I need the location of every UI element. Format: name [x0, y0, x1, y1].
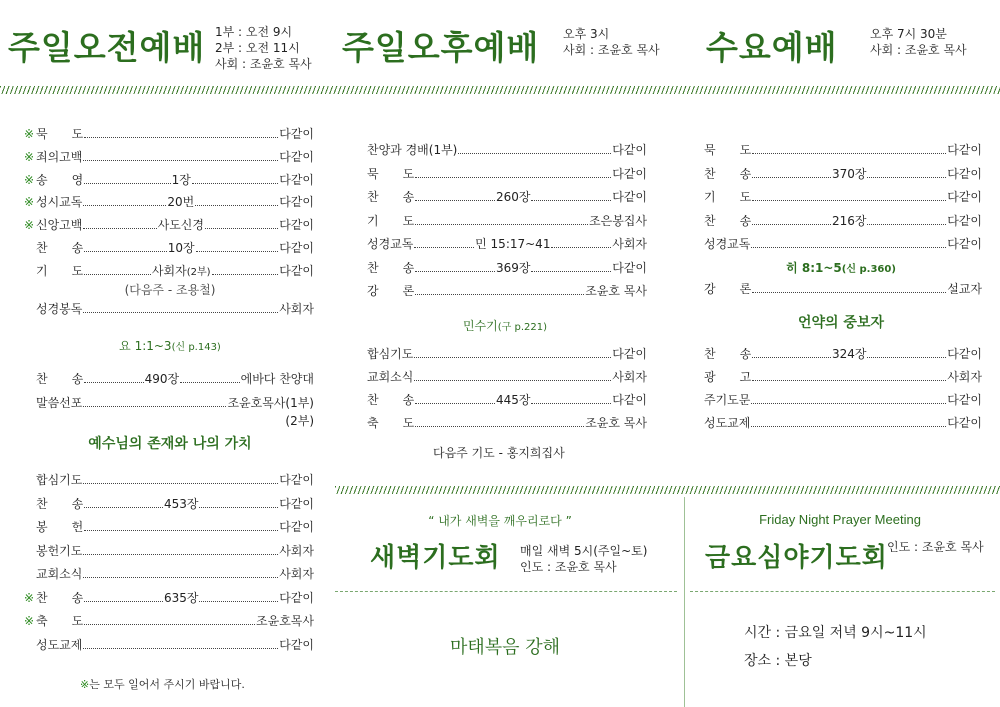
agenda-label: 찬 송 — [367, 190, 415, 204]
standing-mark: ※ — [24, 149, 35, 164]
friday-leader: 인도 : 조윤호 목사 — [887, 540, 984, 554]
friday-time: 시간 : 금요일 저녁 9시~11시 — [744, 625, 927, 641]
agenda-label: 신앙고백 — [36, 218, 83, 233]
leader-dots — [867, 177, 946, 178]
agenda-leader: 조윤호목사 — [256, 614, 314, 628]
agenda-leader: 다같이 — [947, 393, 982, 407]
agenda-detail — [145, 370, 180, 387]
leader-dots — [84, 251, 167, 252]
agenda-detail — [152, 262, 211, 279]
agenda-leader: 다같이 — [279, 496, 314, 511]
afternoon-service-info: 오후 3시 사회 : 조윤호 목사 — [563, 27, 660, 57]
agenda-leader: 조은봉집사 — [589, 213, 647, 228]
agenda-label: 봉헌기도 — [36, 543, 83, 558]
agenda-label: 기 도 — [36, 263, 84, 278]
agenda-leader: 다같이 — [612, 166, 647, 181]
agenda-detail-text: 260장 — [495, 190, 531, 204]
agenda-label: 찬 송 — [367, 260, 415, 275]
agenda-row — [367, 235, 647, 251]
agenda-detail-text: 10장 — [167, 241, 195, 255]
leader-dots — [84, 137, 278, 138]
agenda-detail — [496, 259, 531, 276]
agenda-leader: 다같이 — [279, 473, 314, 487]
leader-dots — [414, 380, 611, 381]
wednesday-service-title: 수요예배 — [706, 28, 838, 67]
agenda-leader: 사회자 — [279, 567, 314, 581]
leader-dots — [83, 554, 278, 555]
agenda-leader: 다같이 — [612, 143, 647, 157]
agenda-row — [24, 394, 314, 410]
agenda-row — [24, 370, 314, 386]
leader-dots — [84, 183, 170, 184]
agenda-leader: 사회자 — [612, 237, 648, 251]
agenda-row — [367, 259, 647, 275]
agenda-leader: 사회자 — [279, 302, 314, 316]
agenda-row — [24, 300, 314, 316]
agenda-label: 기 도 — [704, 190, 752, 204]
leader-dots — [752, 200, 946, 201]
leader-dots — [83, 312, 278, 313]
friday-title: 금요심야기도회 — [705, 543, 888, 573]
wednesday-scripture: 히 8:1~5(신 p.360) — [786, 261, 896, 275]
leader-dots — [752, 177, 831, 178]
agenda-row — [367, 368, 647, 384]
morning-sermon-note: (2부) — [285, 414, 314, 428]
agenda-detail-sub: (2부) — [186, 266, 211, 278]
agenda-row — [704, 345, 982, 361]
agenda-leader: 조윤호 목사 — [585, 284, 647, 298]
friday-place: 장소 : 본당 — [744, 653, 812, 669]
leader-dots — [751, 247, 946, 248]
agenda-label: 찬양과 경배(1부) — [367, 143, 458, 157]
leader-dots — [199, 601, 278, 602]
morning-service-title: 주일오전예배 — [8, 28, 206, 67]
leader-dots — [83, 160, 278, 161]
standing-mark: ※ — [24, 172, 35, 187]
agenda-label: 합심기도 — [36, 473, 83, 487]
agenda-leader: 다같이 — [279, 127, 314, 141]
leader-dots — [458, 153, 611, 154]
agenda-detail-text: 635장 — [163, 590, 199, 605]
agenda-detail-text: 370장 — [831, 166, 867, 181]
agenda-label: 합심기도 — [367, 347, 414, 361]
agenda-row — [24, 216, 314, 232]
agenda-row — [367, 188, 647, 204]
dawn-study: 마태복음 강해 — [449, 637, 561, 658]
agenda-label: 찬 송 — [36, 496, 84, 511]
agenda-detail — [832, 212, 867, 229]
wednesday-sermon-title: 언약의 중보자 — [797, 315, 885, 331]
agenda-detail-text: 445장 — [495, 393, 531, 407]
morning-footnote: ※는 모두 일어서 주시기 바랍니다. — [80, 678, 245, 691]
leader-dots — [83, 228, 156, 229]
agenda-leader: 다같이 — [947, 166, 982, 181]
leader-dots — [192, 183, 278, 184]
agenda-row — [367, 282, 647, 298]
leader-dots — [84, 382, 143, 383]
leader-dots — [415, 294, 584, 295]
agenda-row — [367, 212, 647, 228]
agenda-leader: 다같이 — [947, 416, 982, 430]
standing-mark: ※ — [24, 127, 35, 141]
agenda-leader: 다같이 — [612, 347, 647, 361]
leader-dots — [752, 357, 831, 358]
agenda-row — [367, 391, 647, 407]
agenda-leader: 다같이 — [612, 393, 647, 407]
agenda-row — [704, 165, 982, 181]
agenda-detail-text: 사도신경 — [157, 218, 204, 233]
agenda-row — [704, 235, 982, 251]
leader-dots — [83, 406, 226, 407]
agenda-detail-text: 1장 — [171, 172, 191, 187]
leader-dots — [414, 247, 474, 248]
vertical-divider — [684, 497, 685, 707]
agenda-label: 찬 송 — [704, 166, 752, 181]
leader-dots — [531, 403, 611, 404]
agenda-label: 묵 도 — [704, 143, 752, 157]
agenda-detail-text: 324장 — [831, 347, 867, 361]
leader-dots — [531, 200, 611, 201]
leader-dots — [83, 205, 166, 206]
header-divider — [0, 86, 1000, 94]
leader-dots — [752, 153, 946, 154]
leader-dots — [180, 382, 239, 383]
agenda-leader: 다같이 — [612, 190, 647, 204]
agenda-row — [24, 471, 314, 487]
agenda-row — [367, 345, 647, 361]
agenda-leader: 다같이 — [279, 172, 315, 187]
agenda-detail — [496, 188, 531, 205]
leader-dots — [751, 426, 946, 427]
leader-dots — [84, 507, 163, 508]
agenda-row — [24, 193, 314, 209]
leader-dots — [195, 205, 278, 206]
agenda-label: 광 고 — [704, 370, 752, 384]
agenda-label: 말씀선포 — [36, 396, 83, 410]
agenda-leader: 다같이 — [947, 347, 982, 361]
agenda-row — [24, 542, 314, 558]
leader-dots — [531, 271, 611, 272]
dawn-title: 새벽기도회 — [370, 543, 501, 573]
agenda-leader: 다같이 — [279, 218, 314, 233]
agenda-row — [24, 612, 314, 628]
lower-divider — [335, 486, 1000, 494]
agenda-label: 묵 도 — [367, 166, 415, 181]
agenda-row — [24, 636, 314, 652]
agenda-leader: 조윤호목사(1부) — [227, 396, 314, 410]
agenda-leader: 다같이 — [947, 237, 982, 251]
agenda-label: 강 론 — [704, 282, 752, 296]
agenda-leader: 다같이 — [612, 260, 647, 275]
standing-mark: ※ — [24, 218, 35, 233]
leader-dots — [415, 403, 495, 404]
agenda-leader: 다같이 — [279, 520, 314, 534]
friday-subtitle: Friday Night Prayer Meeting — [759, 512, 921, 527]
agenda-detail — [164, 589, 199, 606]
afternoon-service-title: 주일오후예배 — [342, 28, 540, 67]
agenda-detail — [158, 216, 204, 233]
agenda-detail — [832, 345, 867, 362]
agenda-label: 봉 헌 — [36, 520, 84, 534]
leader-dots — [752, 292, 946, 293]
leader-dots — [415, 271, 495, 272]
agenda-detail — [496, 391, 531, 408]
dawn-divider — [335, 591, 677, 592]
agenda-leader: 설교자 — [947, 282, 982, 296]
morning-scripture: 요 1:1~3(신 p.143) — [119, 339, 221, 353]
agenda-row — [704, 141, 982, 157]
agenda-row — [24, 518, 314, 534]
agenda-row — [24, 565, 314, 581]
agenda-leader: 다같이 — [279, 263, 315, 278]
agenda-leader: 다같이 — [279, 195, 314, 210]
leader-dots — [83, 648, 278, 649]
agenda-label: 죄의고백 — [36, 149, 83, 164]
agenda-leader: 다같이 — [279, 241, 314, 255]
dawn-quote: “ 내가 새벽을 깨우리로다 ” — [428, 514, 572, 528]
leader-dots — [83, 577, 278, 578]
agenda-detail — [164, 495, 199, 512]
agenda-label: 송 영 — [36, 172, 84, 187]
agenda-row — [704, 368, 982, 384]
leader-dots — [84, 274, 151, 275]
agenda-label: 찬 송 — [36, 372, 84, 386]
agenda-leader: 다같이 — [947, 190, 982, 204]
afternoon-topic: 민수기(구 p.221) — [462, 319, 548, 333]
agenda-label: 성경교독 — [367, 237, 414, 251]
standing-mark: ※ — [24, 590, 35, 605]
agenda-label: 성도교제 — [36, 637, 83, 652]
agenda-row — [704, 391, 982, 407]
agenda-row — [367, 141, 647, 157]
agenda-label: 강 론 — [367, 284, 415, 298]
agenda-detail — [832, 165, 867, 182]
agenda-row — [704, 414, 982, 430]
agenda-label: 찬 송 — [367, 393, 415, 407]
agenda-row — [24, 495, 314, 511]
agenda-label: 성도교제 — [704, 416, 751, 430]
leader-dots — [751, 403, 946, 404]
agenda-label: 찬 송 — [36, 590, 84, 605]
agenda-label: 찬 송 — [704, 213, 752, 228]
leader-dots — [199, 507, 278, 508]
standing-mark: ※ — [24, 195, 35, 210]
agenda-leader: 사회자 — [947, 370, 982, 384]
leader-dots — [212, 274, 279, 275]
agenda-label: 성경봉독 — [36, 302, 83, 316]
agenda-row — [24, 171, 314, 187]
agenda-row — [704, 280, 982, 296]
leader-dots — [205, 228, 278, 229]
agenda-label: 찬 송 — [36, 241, 84, 255]
agenda-row — [367, 165, 647, 181]
agenda-leader: 에바다 찬양대 — [240, 372, 314, 386]
agenda-row — [24, 589, 314, 605]
morning-next-prayer: (다음주 - 조용철) — [124, 283, 216, 297]
afternoon-next-prayer: 다음주 기도 - 홍지희집사 — [433, 446, 565, 460]
agenda-row — [24, 239, 314, 255]
agenda-detail-text: 20번 — [167, 195, 195, 210]
leader-dots — [752, 380, 946, 381]
standing-mark: ※ — [24, 614, 35, 628]
agenda-row — [24, 148, 314, 164]
agenda-label: 축 도 — [36, 614, 84, 628]
leader-dots — [84, 530, 278, 531]
morning-service-info: 1부 : 오전 9시 2부 : 오전 11시 사회 : 조윤호 목사 — [215, 25, 312, 71]
agenda-detail-text: 490장 — [144, 372, 180, 386]
agenda-leader: 다같이 — [279, 590, 314, 605]
agenda-leader: 다같이 — [947, 213, 982, 228]
agenda-label: 교회소식 — [36, 567, 83, 581]
agenda-label: 축 도 — [367, 416, 415, 430]
agenda-row — [24, 262, 314, 278]
leader-dots — [415, 426, 584, 427]
agenda-row — [704, 188, 982, 204]
agenda-label: 기 도 — [367, 213, 415, 228]
agenda-label: 찬 송 — [704, 347, 752, 361]
agenda-detail — [475, 235, 550, 252]
leader-dots — [867, 357, 946, 358]
agenda-detail-text: 216장 — [831, 213, 867, 228]
agenda-leader: 다같이 — [279, 149, 314, 164]
leader-dots — [83, 483, 278, 484]
leader-dots — [752, 224, 831, 225]
agenda-leader: 다같이 — [947, 143, 982, 157]
agenda-detail-text: 369장 — [495, 260, 531, 275]
leader-dots — [84, 601, 163, 602]
agenda-leader: 사회자 — [279, 543, 314, 558]
agenda-detail-text: 사회자 — [151, 263, 187, 278]
dawn-info: 매일 새벽 5시(주일~토) 인도 : 조윤호 목사 — [520, 544, 648, 574]
leader-dots — [415, 224, 588, 225]
agenda-row — [704, 212, 982, 228]
agenda-leader: 사회자 — [612, 370, 647, 384]
leader-dots — [196, 251, 279, 252]
agenda-detail-text: 453장 — [163, 496, 199, 511]
agenda-label: 성경교독 — [704, 237, 751, 251]
leader-dots — [867, 224, 946, 225]
agenda-leader: 다같이 — [279, 637, 314, 652]
agenda-row — [367, 414, 647, 430]
leader-dots — [84, 624, 255, 625]
leader-dots — [551, 247, 611, 248]
agenda-row — [24, 125, 314, 141]
agenda-label: 교회소식 — [367, 370, 414, 384]
leader-dots — [415, 200, 495, 201]
agenda-detail — [168, 239, 195, 256]
agenda-label: 주기도문 — [704, 393, 751, 407]
wednesday-service-info: 오후 7시 30분 사회 : 조윤호 목사 — [870, 27, 967, 57]
leader-dots — [415, 177, 611, 178]
morning-sermon-title: 예수님의 존재와 나의 가치 — [88, 436, 252, 452]
leader-dots — [414, 357, 611, 358]
agenda-detail — [167, 193, 194, 210]
agenda-label: 묵 도 — [36, 127, 84, 141]
friday-divider — [690, 591, 995, 592]
agenda-leader: 조윤호 목사 — [585, 416, 647, 430]
agenda-detail-text: 민 15:17~41 — [475, 237, 551, 251]
agenda-detail — [172, 171, 191, 188]
agenda-label: 성시교독 — [36, 195, 83, 210]
